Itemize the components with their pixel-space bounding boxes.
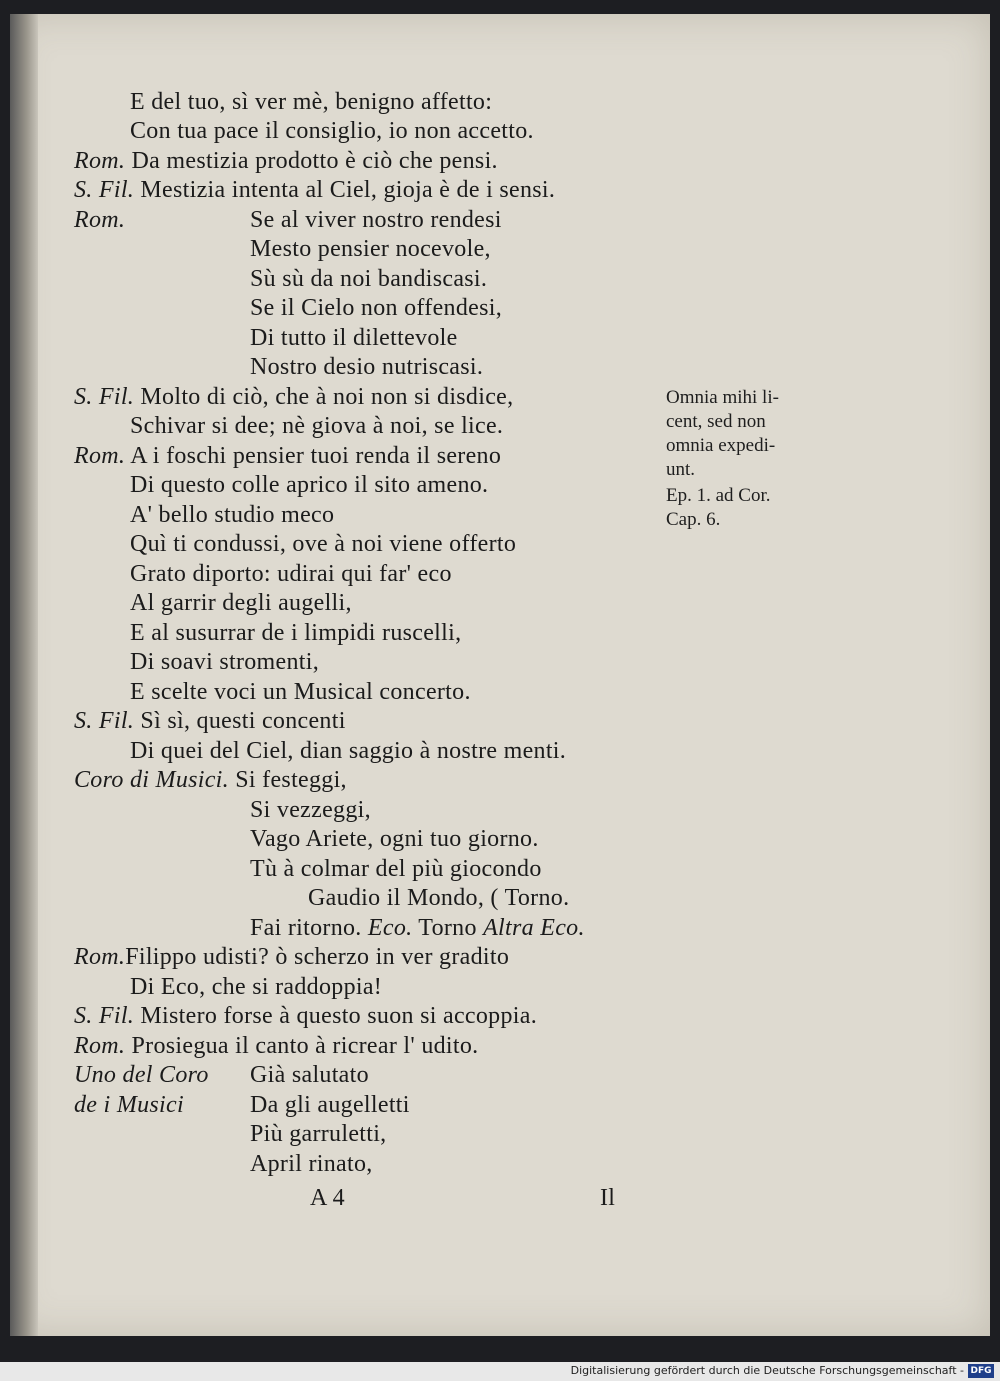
text-line: Con tua pace il consiglio, io non accetto.	[130, 118, 534, 144]
text-line	[74, 1061, 209, 1089]
speaker-label: S. Fil.	[74, 1003, 135, 1029]
text-line: Già salutato	[250, 1062, 369, 1088]
text-line: Se il Cielo non offendesi,	[250, 295, 502, 321]
text-line: April rinato,	[250, 1151, 373, 1177]
page-gutter	[10, 14, 38, 1336]
text-line: Da gli augelletti	[250, 1092, 410, 1118]
catchword: Il	[600, 1185, 616, 1211]
speaker-label: S. Fil.	[74, 177, 135, 203]
speaker-label: Rom.	[74, 1033, 126, 1059]
signature-mark: A 4	[310, 1185, 345, 1211]
speaker-label: Uno del Coro	[74, 1062, 209, 1088]
text-line: Rom.Filippo udisti? ò scherzo in ver gradito	[74, 944, 510, 970]
speaker-label: S. Fil.	[74, 708, 135, 734]
speaker-label: Coro di Musici.	[74, 767, 229, 793]
text-line: S. Fil. Molto di ciò, che à noi non si disdice,	[74, 384, 514, 410]
text-line: Tù à colmar del più giocondo	[250, 856, 542, 882]
text-line: Se al viver nostro rendesi	[250, 207, 502, 233]
speaker-label: S. Fil.	[74, 384, 135, 410]
text-line: Grato diporto: udirai qui far' eco	[130, 561, 452, 587]
text-line: Si vezzeggi,	[250, 797, 371, 823]
dfg-logo: DFG	[968, 1364, 994, 1378]
book-page: E del tuo, sì ver mè, benigno affetto: Con tua pace il consiglio, io non accetto. Rom. Da mestizia prodotto è ciò che pensi. S. Fil. Mestizia intenta al Ciel, gioja è de i sensi. Rom. Se al viver nostro rendesi Mesto pensier nocevole, Sù sù da noi bandiscasi. Se il Cielo non offendesi, Di tutto il dilettevole Nostro desio nutriscasi. S. Fil. Molto di ciò, che à noi non si disdice, Schivar si dee; nè giova à noi, se lice. Rom. A i foschi pensier tuoi renda il sereno Di questo colle aprico il sito ameno. A' bello studio meco Quì ti condussi, ove à noi viene offerto Grato diporto: udirai qui far' eco Al garrir degli augelli, E al susurrar de i limpidi ruscelli, Di soavi stromenti, E scelte voci un Musical concerto. S. Fil. Sì sì, questi concenti Di quei del Ciel, dian saggio à nostre menti. Coro di Musici. Si festeggi, Si vezzeggi, Vago Ariete, ogni tuo giorno. Tù à colmar del più giocondo Gaudio il Mondo, ( Torno. Fai ritorno. Eco. Torno Altra Eco. Rom.Filippo udisti? ò scherzo in ver gradito Di Eco, che si raddoppia! S. Fil. Mistero forse à questo suon si accoppia. Rom. Prosiegua il canto à ricrear l' udito. Uno del Coro Già salutato de i Musici Da gli augelletti Più garruletti, April rinato, A 4 Il Omnia mihi li- cent, sed non omnia expedi- unt. Ep. 1. ad Cor. Cap. 6.	[10, 14, 990, 1336]
text-line: E al susurrar de i limpidi ruscelli,	[130, 620, 462, 646]
text-line: Sù sù da noi bandiscasi.	[250, 266, 488, 292]
text-line: Al garrir degli augelli,	[130, 590, 352, 616]
text-line: Gaudio il Mondo, ( Torno.	[308, 885, 570, 911]
text-line: Di questo colle aprico il sito ameno.	[130, 472, 489, 498]
text-line: S. Fil. Mestizia intenta al Ciel, gioja è de i sensi.	[74, 177, 556, 203]
text-line: Di tutto il dilettevole	[250, 325, 458, 351]
text-line: E scelte voci un Musical concerto.	[130, 679, 471, 705]
text-line: Coro di Musici. Si festeggi,	[74, 767, 347, 793]
text-line: Mesto pensier nocevole,	[250, 236, 491, 262]
text-line: Rom. Da mestizia prodotto è ciò che pensi.	[74, 148, 498, 174]
text-line: E del tuo, sì ver mè, benigno affetto:	[130, 89, 493, 115]
text-line: Nostro desio nutriscasi.	[250, 354, 484, 380]
text-line: Di Eco, che si raddoppia!	[130, 974, 383, 1000]
footer-bar	[0, 1362, 1000, 1381]
text-line: Quì ti condussi, ove à noi viene offerto	[130, 531, 517, 557]
text-line: Rom. A i foschi pensier tuoi renda il sereno	[74, 443, 502, 469]
text-line	[74, 206, 125, 234]
text-line: Fai ritorno. Eco. Torno Altra Eco.	[250, 915, 585, 941]
speaker-label: de i Musici	[74, 1092, 184, 1118]
funding-credit: Digitalisierung gefördert durch die Deutsche Forschungsgemeinschaft -	[570, 1364, 964, 1377]
text-line	[74, 1091, 184, 1119]
text-line: S. Fil. Mistero forse à questo suon si accoppia.	[74, 1003, 537, 1029]
speaker-label: Rom.	[74, 443, 126, 469]
text-line: Vago Ariete, ogni tuo giorno.	[250, 826, 539, 852]
text-line: Di soavi stromenti,	[130, 649, 320, 675]
speaker-label: Rom.	[74, 207, 126, 233]
speaker-label: Rom.	[74, 148, 126, 174]
text-line: S. Fil. Sì sì, questi concenti	[74, 708, 346, 734]
text-line: Schivar si dee; nè giova à noi, se lice.	[130, 413, 504, 439]
text-line: Rom. Prosiegua il canto à ricrear l' udito.	[74, 1033, 479, 1059]
text-line: Più garruletti,	[250, 1121, 387, 1147]
speaker-label: Rom.	[74, 944, 126, 970]
text-line: A' bello studio meco	[130, 502, 335, 528]
text-line: Di quei del Ciel, dian saggio à nostre menti.	[130, 738, 567, 764]
